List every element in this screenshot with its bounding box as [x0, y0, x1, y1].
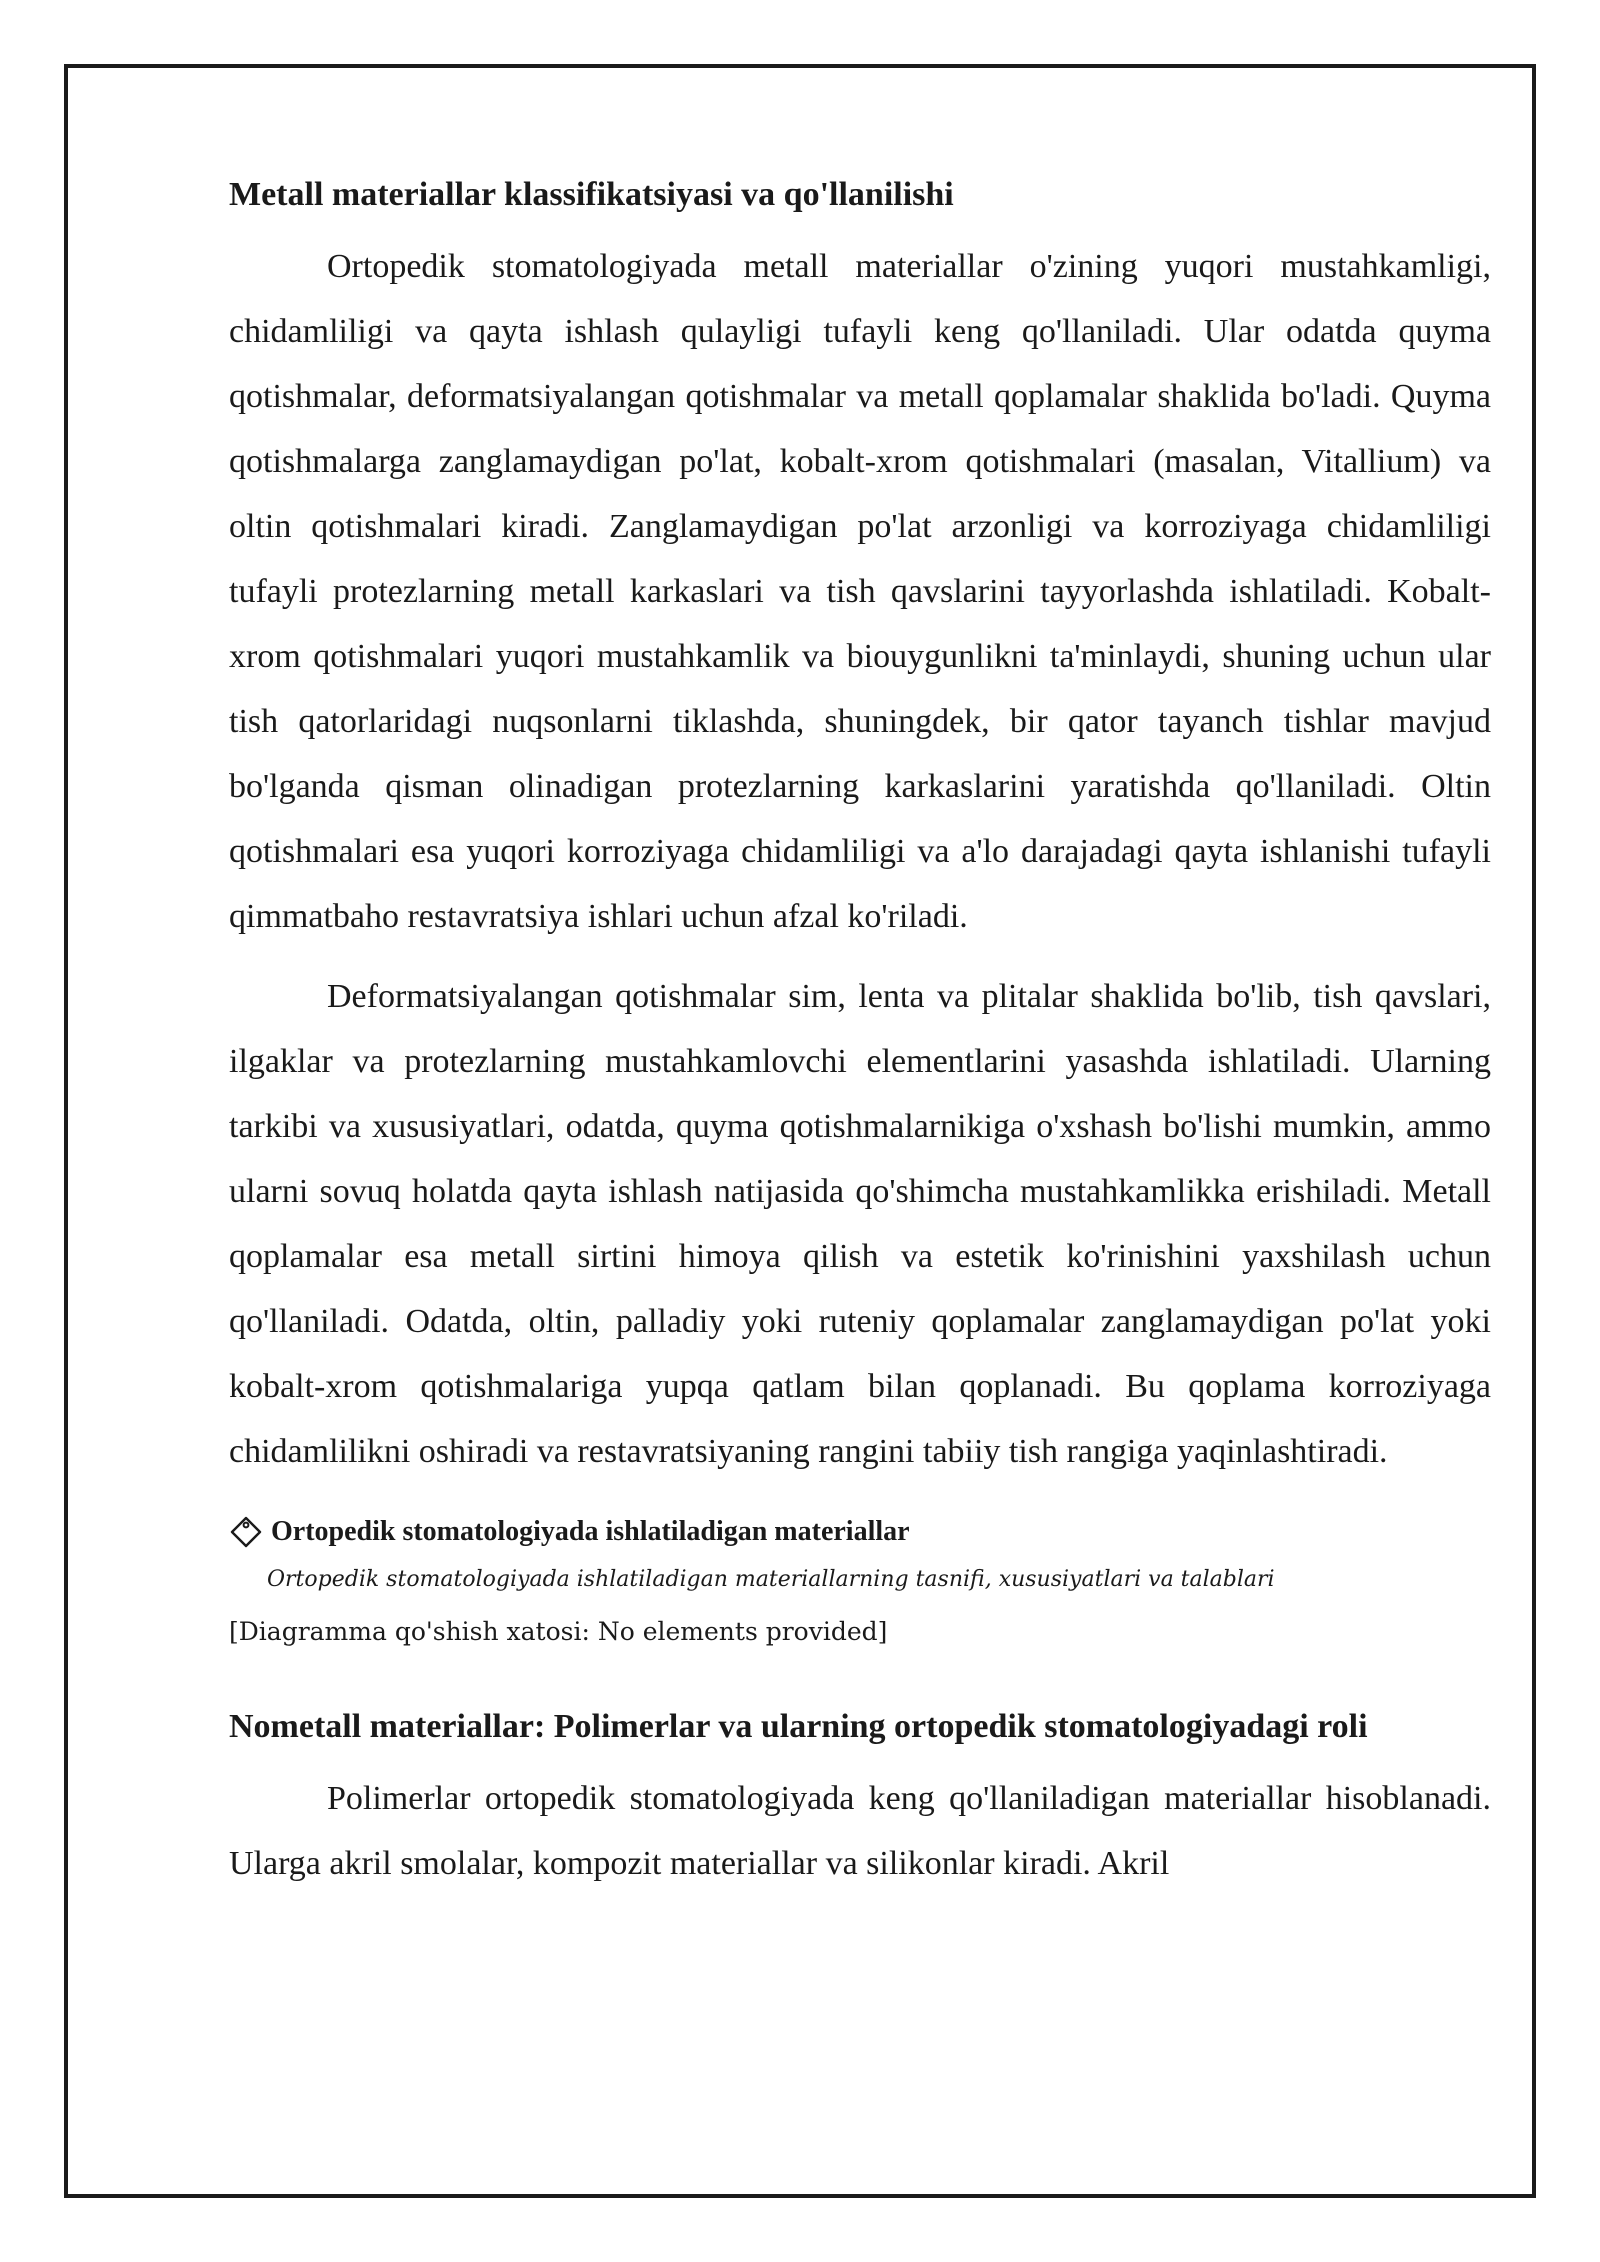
diagram-title: Ortopedik stomatologiyada ishlatiladigan materiallar [271, 1516, 910, 1547]
diagram-error-message: [Diagramma qo'shish xatosi: No elements provided] [229, 1617, 888, 1646]
diagram-subtitle: Ortopedik stomatologiyada ishlatiladigan materiallarning tasnifi, xususiyatlari va talablari [267, 1567, 1275, 1592]
paragraph-3: Polimerlar ortopedik stomatologiyada keng qo'llaniladigan materiallar hisoblanadi. Ularga akril smolalar, kompozit materiallar va silikonlar kiradi. Akril [229, 1780, 1491, 1882]
section-heading-nometall: Nometall materiallar: Polimerlar va ularning ortopedik stomatologiyadagi roli [229, 1708, 1368, 1745]
diagram-title-row [229, 1512, 1491, 1552]
tag-icon [229, 1515, 263, 1549]
paragraph-2: Deformatsiyalangan qotishmalar sim, lenta va plitalar shaklida bo'lib, tish qavslari, ilgaklar va protezlarning mustahkamlovchi elementlarini yasashda ishlatiladi. Ularning tarkibi va xususiyatlari, odatda, quyma qotishmalarnikiga o'xshash bo'lishi mumkin, ammo ularni sovuq holatda qayta ishlash natijasida qo'shimcha mustahkamlikka erishiladi. Metall qoplamalar esa metall sirtini himoya qilish va estetik ko'rinishini yaxshilash uchun qo'llaniladi. Odatda, oltin, palladiy yoki ruteniy qoplamalar zanglamaydigan po'lat yoki kobalt-xrom qotishmalariga yupqa qatlam bilan qoplanadi. Bu qoplama korroziyaga chidamlilikni oshiradi va restavratsiyaning rangini tabiiy tish rangiga yaqinlashtiradi. [229, 978, 1491, 1470]
section-heading-metall: Metall materiallar klassifikatsiyasi va qo'llanilishi [229, 176, 954, 213]
paragraph-1: Ortopedik stomatologiyada metall materiallar o'zining yuqori mustahkamligi, chidamliligi va qayta ishlash qulayligi tufayli keng qo'llaniladi. Ular odatda quyma qotishmalar, deformatsiyalangan qotishmalar va metall qoplamalar shaklida bo'ladi. Quyma qotishmalarga zanglamaydigan po'lat, kobalt-xrom qotishmalari (masalan, Vitallium) va oltin qotishmalari kiradi. Zanglamaydigan po'lat arzonligi va korroziyaga chidamliligi tufayli protezlarning metall karkaslari va tish qavslarini tayyorlashda ishlatiladi. Kobalt-xrom qotishmalari yuqori mustahkamlik va biouygunlikni ta'minlaydi, shuning uchun ular tish qatorlaridagi nuqsonlarni tiklashda, shuningdek, bir qator tayanch tishlar mavjud bo'lganda qisman olinadigan protezlarning karkaslarini yaratishda qo'llaniladi. Oltin qotishmalari esa yuqori korroziyaga chidamliligi va a'lo darajadagi qayta ishlanishi tufayli qimmatbaho restavratsiya ishlari uchun afzal ko'riladi. [229, 248, 1491, 935]
document-content [229, 170, 1491, 1911]
diagram-block [229, 1512, 1491, 1652]
